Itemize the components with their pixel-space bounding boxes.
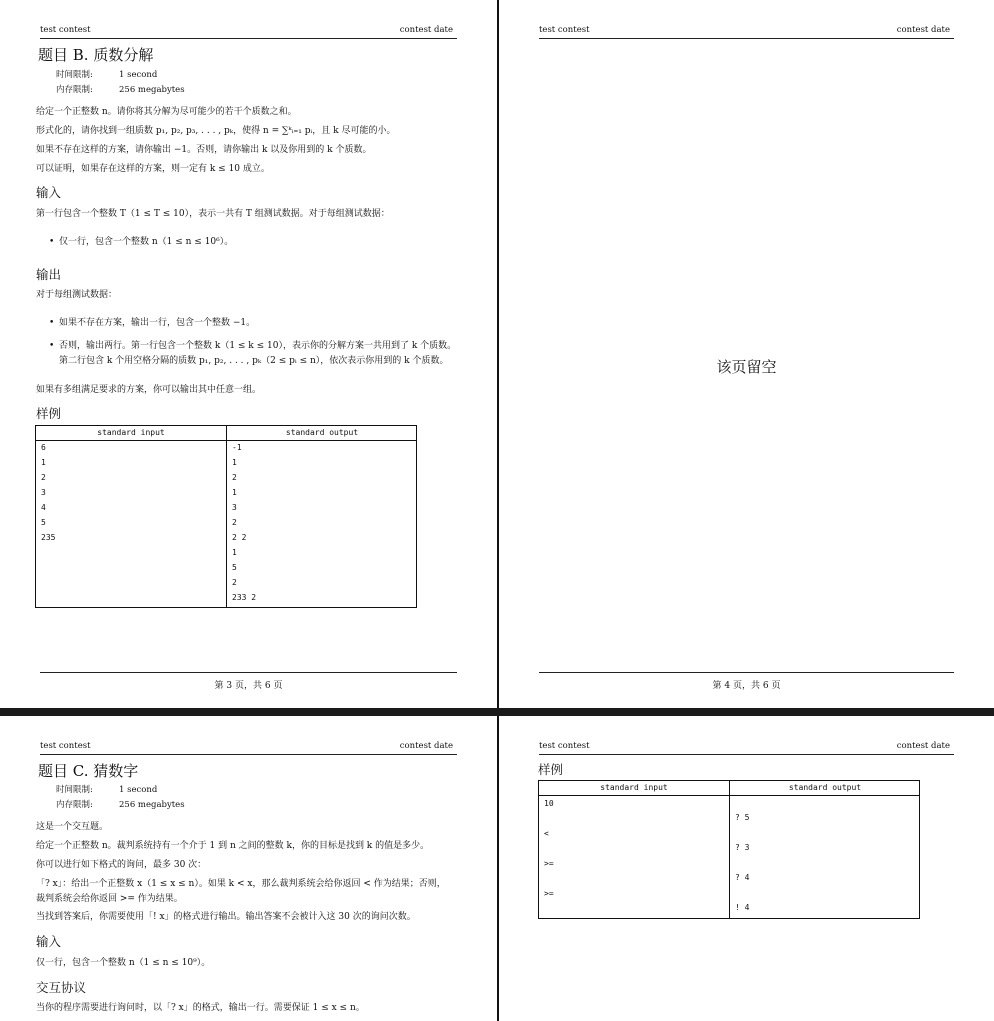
page-header	[40, 740, 457, 755]
sample-heading: 样例	[538, 762, 564, 777]
bullet-icon: •	[49, 341, 55, 351]
output-text: 对于每组测试数据：	[36, 290, 118, 300]
header-contest-date: contest date	[399, 741, 453, 751]
page-divider-horizontal	[0, 708, 994, 716]
sample-line: ? 3	[735, 843, 750, 852]
sample-line: 2 2	[232, 533, 247, 542]
input-text: 第一行包含一个整数 T（1 ≤ T ≤ 10），表示一共有 T 组测试数据。对于每组测试数据：	[36, 209, 390, 219]
sample-line: 2	[232, 473, 237, 482]
sample-line: ? 5	[735, 813, 750, 822]
sample-line: 3	[41, 488, 46, 497]
output-bullet: • 否则，输出两行。第一行包含一个整数 k（1 ≤ k ≤ 10），表示你的分解方案一共用到了 k 个质数。 第二行包含 k 个用空格分隔的质数 p₁, p₂, . . . , pₖ（2 ≤ pᵢ ≤ n），依次表示你用到的 k 个质数。	[49, 341, 457, 366]
page-3	[0, 0, 497, 708]
sample-line: 5	[41, 518, 46, 527]
statement-line: 如果不存在这样的方案，请你输出 −1。否则，请你输出 k 以及你用到的 k 个质数。	[36, 145, 372, 155]
sample-input-header: standard input	[539, 781, 729, 796]
page-number: 第 3 页，共 6 页	[214, 681, 283, 691]
sample-output-column	[729, 781, 920, 918]
sample-output-header: standard output	[227, 426, 417, 441]
protocol-text: 当你的程序需要进行询问时，以「? x」的格式，输出一行。需要保证 1 ≤ x ≤ n。	[36, 1003, 365, 1013]
sample-line: 1	[41, 458, 46, 467]
sample-heading: 样例	[36, 406, 62, 421]
page-5	[0, 716, 497, 1021]
time-limit-value: 1 second	[119, 785, 158, 795]
statement-line: 这是一个交互题。	[36, 822, 109, 832]
sample-line: ! 4	[735, 903, 750, 912]
sample-line: 10	[544, 799, 554, 808]
problem-title: 题目 B. 质数分解	[38, 46, 154, 64]
problem-title: 题目 C. 猜数字	[38, 762, 139, 780]
header-contest-name: test contest	[40, 25, 91, 35]
note-text: 如果有多组满足要求的方案，你可以输出其中任意一组。	[36, 385, 262, 395]
memory-limit-label: 内存限制:	[56, 800, 93, 810]
input-heading: 输入	[36, 185, 62, 200]
memory-limit-value: 256 megabytes	[119, 800, 185, 810]
statement-line: 给定一个正整数 n。请你将其分解为尽可能少的若干个质数之和。	[36, 107, 297, 117]
sample-line: 233 2	[232, 593, 257, 602]
sample-input-column	[36, 426, 226, 607]
statement-line: 当找到答案后，你需要使用「! x」的格式进行输出。输出答案不会被计入这 30 次的询问次数。	[36, 912, 416, 922]
sample-line: 1	[232, 458, 237, 467]
sample-line: 3	[232, 503, 237, 512]
sample-input-header: standard input	[36, 426, 226, 441]
sample-table	[35, 425, 417, 608]
page-header	[40, 24, 457, 39]
sample-line: 2	[232, 578, 237, 587]
sample-line: 6	[41, 443, 46, 452]
page-header	[539, 740, 954, 755]
input-text: 仅一行，包含一个整数 n（1 ≤ n ≤ 10⁹）。	[36, 958, 211, 968]
output-heading: 输出	[36, 267, 62, 282]
statement-line: 裁判系统会给你返回 >= 作为结果。	[36, 894, 183, 904]
bullet-icon: •	[49, 237, 55, 247]
sample-line: 4	[41, 503, 46, 512]
header-contest-date: contest date	[399, 25, 453, 35]
sample-line: <	[544, 829, 549, 838]
sample-input-column	[539, 781, 729, 918]
sample-output-header: standard output	[730, 781, 920, 796]
header-contest-name: test contest	[539, 741, 590, 751]
statement-line: 可以证明，如果存在这样的方案，则一定有 k ≤ 10 成立。	[36, 164, 270, 174]
sample-line: >=	[544, 889, 554, 898]
time-limit-label: 时间限制:	[56, 785, 93, 795]
time-limit-label: 时间限制:	[56, 70, 93, 80]
blank-page-notice: 该页留空	[716, 358, 777, 376]
sample-line: >=	[544, 859, 554, 868]
sample-line: -1	[232, 443, 242, 452]
input-bullet: • 仅一行，包含一个整数 n（1 ≤ n ≤ 10⁶）。	[50, 235, 457, 250]
header-contest-name: test contest	[539, 25, 590, 35]
sample-line: 235	[41, 533, 56, 542]
sample-line: 1	[232, 488, 237, 497]
page-footer	[40, 672, 457, 691]
page-6	[499, 716, 994, 1021]
page-4	[499, 0, 994, 708]
page-number: 第 4 页，共 6 页	[712, 681, 781, 691]
sample-table	[538, 780, 920, 919]
sample-line: 5	[232, 563, 237, 572]
bullet-icon: •	[49, 318, 55, 328]
statement-line: 形式化的，请你找到一组质数 p₁, p₂, p₃, . . . , pₖ，使得 n = ∑ᵏᵢ₌₁ pᵢ，且 k 尽可能的小。	[36, 126, 396, 136]
header-contest-date: contest date	[896, 741, 950, 751]
sample-line: ? 4	[735, 873, 750, 882]
memory-limit-label: 内存限制:	[56, 85, 93, 95]
problem-limits	[56, 783, 185, 813]
problem-limits	[56, 68, 185, 98]
sample-line: 1	[232, 548, 237, 557]
statement-line: 「? x」：给出一个正整数 x（1 ≤ x ≤ n）。如果 k < x，那么裁判系统会给你返回 < 作为结果；否则，	[36, 879, 446, 889]
page-footer	[539, 672, 954, 691]
sample-line: 2	[41, 473, 46, 482]
output-bullet: • 如果不存在方案，输出一行，包含一个整数 −1。	[50, 316, 457, 331]
memory-limit-value: 256 megabytes	[119, 85, 185, 95]
header-contest-name: test contest	[40, 741, 91, 751]
time-limit-value: 1 second	[119, 70, 158, 80]
statement-line: 你可以进行如下格式的询问，最多 30 次：	[36, 860, 207, 870]
header-contest-date: contest date	[896, 25, 950, 35]
page-header	[539, 24, 954, 39]
protocol-heading: 交互协议	[36, 980, 87, 995]
statement-line: 给定一个正整数 n。裁判系统持有一个介于 1 到 n 之间的整数 k，你的目标是找到 k 的值是多少。	[36, 841, 430, 851]
input-heading: 输入	[36, 934, 62, 949]
sample-line: 2	[232, 518, 237, 527]
sample-output-column	[226, 426, 417, 607]
